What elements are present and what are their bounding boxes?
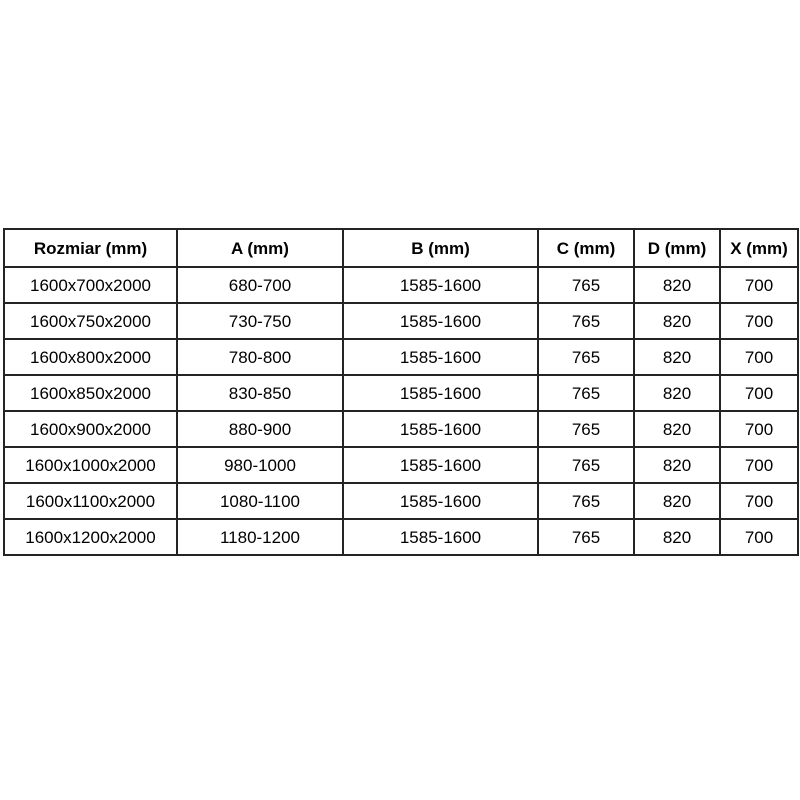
column-header-c: C (mm)	[538, 229, 634, 267]
table-row	[4, 339, 798, 375]
table-cell: 880-900	[177, 411, 343, 447]
table-row	[4, 483, 798, 519]
table-cell: 1600x900x2000	[4, 411, 177, 447]
table-cell: 820	[634, 339, 720, 375]
table-cell: 765	[538, 411, 634, 447]
table-cell: 1585-1600	[343, 339, 538, 375]
table-cell: 765	[538, 339, 634, 375]
table-cell: 1585-1600	[343, 375, 538, 411]
table-cell: 1585-1600	[343, 519, 538, 555]
table-cell: 820	[634, 411, 720, 447]
table-row	[4, 303, 798, 339]
table-cell: 1585-1600	[343, 303, 538, 339]
table-row	[4, 267, 798, 303]
table-cell: 1585-1600	[343, 447, 538, 483]
size-table-container	[3, 228, 797, 556]
table-cell: 1600x800x2000	[4, 339, 177, 375]
table-cell: 1180-1200	[177, 519, 343, 555]
table-cell: 1585-1600	[343, 267, 538, 303]
table-cell: 980-1000	[177, 447, 343, 483]
table-cell: 700	[720, 483, 798, 519]
table-cell: 1600x1100x2000	[4, 483, 177, 519]
table-cell: 820	[634, 303, 720, 339]
table-head	[4, 229, 798, 267]
table-cell: 820	[634, 483, 720, 519]
column-header-rozmiar: Rozmiar (mm)	[4, 229, 177, 267]
table-cell: 700	[720, 339, 798, 375]
table-cell: 765	[538, 375, 634, 411]
table-cell: 1585-1600	[343, 483, 538, 519]
column-header-b: B (mm)	[343, 229, 538, 267]
table-row	[4, 519, 798, 555]
column-header-d: D (mm)	[634, 229, 720, 267]
table-cell: 700	[720, 519, 798, 555]
table-row	[4, 375, 798, 411]
table-header-row	[4, 229, 798, 267]
column-header-a: A (mm)	[177, 229, 343, 267]
table-cell: 820	[634, 267, 720, 303]
table-cell: 730-750	[177, 303, 343, 339]
size-spec-table	[3, 228, 799, 556]
column-header-x: X (mm)	[720, 229, 798, 267]
table-cell: 765	[538, 519, 634, 555]
table-cell: 1600x750x2000	[4, 303, 177, 339]
table-cell: 700	[720, 303, 798, 339]
table-cell: 1585-1600	[343, 411, 538, 447]
table-cell: 830-850	[177, 375, 343, 411]
table-row	[4, 411, 798, 447]
table-cell: 700	[720, 411, 798, 447]
table-cell: 1600x700x2000	[4, 267, 177, 303]
table-cell: 700	[720, 447, 798, 483]
table-cell: 680-700	[177, 267, 343, 303]
table-body	[4, 267, 798, 555]
table-cell: 765	[538, 303, 634, 339]
table-cell: 765	[538, 483, 634, 519]
table-cell: 1600x1200x2000	[4, 519, 177, 555]
table-cell: 1600x1000x2000	[4, 447, 177, 483]
table-cell: 765	[538, 267, 634, 303]
table-cell: 700	[720, 375, 798, 411]
table-cell: 820	[634, 447, 720, 483]
table-cell: 820	[634, 375, 720, 411]
table-cell: 1600x850x2000	[4, 375, 177, 411]
table-cell: 1080-1100	[177, 483, 343, 519]
table-cell: 820	[634, 519, 720, 555]
table-row	[4, 447, 798, 483]
table-cell: 780-800	[177, 339, 343, 375]
table-cell: 765	[538, 447, 634, 483]
table-cell: 700	[720, 267, 798, 303]
